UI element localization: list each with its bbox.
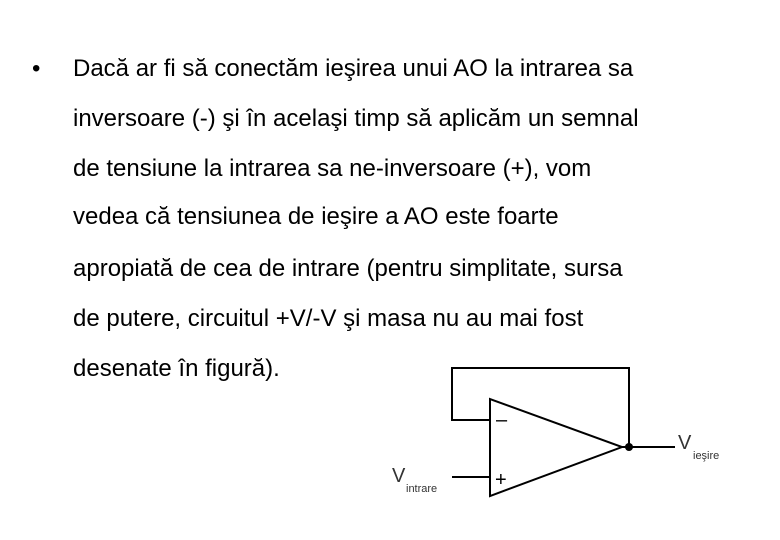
text-line-1: Dacă ar fi să conectăm ieşirea unui AO la intrarea sa [73, 55, 634, 82]
text-line-4: vedea că tensiunea de ieşire a AO este foarte [73, 203, 559, 230]
input-voltage-subscript: intrare [406, 483, 438, 495]
junction-dot [625, 443, 633, 451]
text-line-2: inversoare (-) şi în acelaşi timp să aplicăm un semnal [73, 105, 639, 132]
bullet-marker: • [32, 55, 41, 82]
input-voltage-label: V [392, 465, 406, 487]
output-voltage-subscript: ieşire [693, 450, 720, 462]
text-line-3: de tensiune la intrarea sa ne-inversoare (+), vom [73, 155, 592, 182]
text-line-7: desenate în figură). [73, 355, 280, 382]
output-voltage-label: V [678, 432, 692, 454]
plus-sign: + [495, 469, 507, 491]
op-amp-triangle [490, 399, 622, 496]
feedback-wire [452, 368, 629, 447]
minus-sign: – [496, 409, 508, 431]
voltage-follower-diagram [380, 360, 740, 500]
text-line-6: de putere, circuitul +V/-V şi masa nu au mai fost [73, 305, 584, 332]
text-line-5: apropiată de cea de intrare (pentru simplitate, sursa [73, 255, 623, 282]
